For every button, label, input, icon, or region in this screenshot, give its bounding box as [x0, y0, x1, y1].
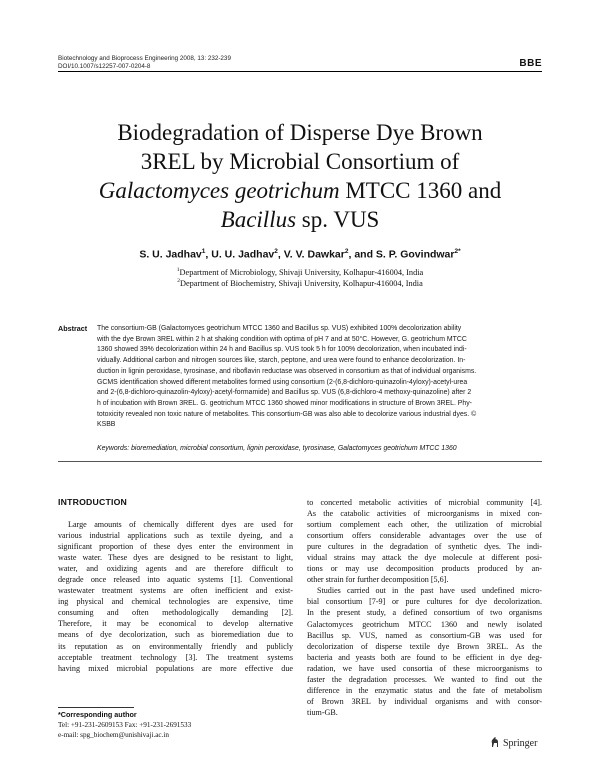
paper-title: [80, 118, 520, 234]
body-line: vidual strains may attack the dye molecule at different posi-: [307, 553, 542, 563]
affiliation-text: Department of Biochemistry, Shivaji University, Kolhapur-416004, India: [179, 278, 423, 288]
body-line: Galactomyces geotrichum MTCC 1360 and newly isolated: [307, 619, 542, 629]
body-line: having mixed microbial populations are more effective due: [58, 663, 293, 673]
author-name: S. U. Jadhav: [139, 248, 202, 261]
abstract-rule: [58, 461, 542, 462]
body-line: ing physical and chemical technologies are expensive, time: [58, 597, 293, 607]
author-name: U. U. Jadhav: [211, 248, 275, 261]
body-line: means of dye decolorization, such as bioremediation due to: [58, 630, 293, 640]
affiliation-mark: 2: [177, 278, 180, 284]
journal-reference: Biotechnology and Bioprocess Engineering 2008, 13: 232-239: [58, 55, 231, 62]
doi: DOI/10.1007/s12257-007-0204-8: [58, 63, 151, 70]
abstract-line: and 2-(6,8-dichloro-quinazolin-4yloxy)-acetyl-formamide) and Bacillus sp. VUS (6,8-dichloro-4 methoxy-quinazoline) after 2: [97, 389, 472, 397]
body-line: In the present study, a defined consortium of two organisms: [307, 608, 542, 618]
contact-email: e-mail: spg_biochem@unishivaji.ac.in: [58, 731, 170, 739]
abstract-line: KSBB: [97, 421, 116, 429]
body-line: decolorization of disperse textile dye Brown 3REL. As the: [307, 641, 542, 651]
affiliation-1: [60, 267, 540, 277]
abstract-label: Abstract: [58, 324, 88, 333]
abstract-line: 1360 showed 39% decolorization within 24 h and Bacillus sp. VUS took 5 h for 100% decolorization, when incubated indi-: [97, 346, 467, 354]
abstract-line: totoxicity revealed non toxic nature of metabolites. This consortium-GB was also able to decolorize various industrial dyes. ©: [97, 410, 477, 418]
title-line-4-rest: sp. VUS: [296, 207, 380, 232]
body-line: water, and oxidizing agents and are therefore difficult to: [58, 564, 293, 574]
body-line: acceptable treatment technology [3]. The treatment systems: [58, 652, 293, 662]
title-line-1: Biodegradation of Disperse Dye Brown: [117, 120, 483, 145]
abstract-line: The consortium-GB (Galactomyces geotrichum MTCC 1360 and Bacillus sp. VUS) exhibited 100% decolorization ability: [97, 325, 462, 332]
title-species-name: Galactomyces geotrichum: [98, 178, 340, 203]
title-line-3: [80, 176, 520, 205]
author-list: [60, 248, 540, 261]
body-line: tium-GB.: [307, 707, 338, 717]
body-line: bial consortium [7-9] or pure cultures for dye decolorization.: [307, 597, 542, 607]
abstract-line: h of incubation with Brown 3REL. G. geotrichum MTCC 1360 showed minor modifications in structure of Brown 3REL. Phy-: [97, 399, 472, 407]
body-line: radation, we have used consortia of these microorganisms to: [307, 663, 542, 673]
abstract-body: [97, 324, 543, 431]
author-name: S. P. Govindwar: [375, 248, 455, 261]
author-affiliation-mark: 2: [274, 248, 278, 255]
body-line: to concerted metabolic activities of microbial community [4].: [307, 498, 542, 507]
author-separator: ,: [277, 248, 284, 261]
affiliation-mark: 1: [176, 267, 180, 273]
abstract-line: duction in lignin peroxidase, tyrosinase, and riboflavin reductase was observed in consortium as that of individual organisms.: [97, 367, 477, 375]
body-line: various industrial applications such as textile dyeing, and a: [58, 531, 293, 541]
body-line: bacteria and yeasts both are found to be efficient in dye deg-: [307, 652, 542, 662]
author-affiliation-mark: 2: [344, 248, 349, 255]
body-line: other strain for further decomposition [5,6].: [307, 575, 449, 585]
right-column: [307, 497, 542, 718]
left-column: [58, 519, 293, 674]
body-line: its reputation as on environmentally friendly and publicly: [58, 641, 293, 651]
body-line: pure cultures in the degradation of synthetic dyes. The indi-: [307, 542, 542, 552]
footnote-rule: [58, 707, 134, 708]
springer-horse-icon: [490, 736, 500, 751]
contact-phone-fax: Tel: +91-231-2609153 Fax: +91-231-2691533: [58, 721, 192, 729]
body-line: tions or may use decomposition products produced by an-: [307, 564, 542, 574]
section-heading-introduction: INTRODUCTION: [58, 497, 127, 507]
body-line: Bacillus sp. VUS, named as consortium-GB was used for: [307, 630, 542, 640]
body-line: difference in the enzymatic status and the fate of metabolism: [307, 685, 542, 695]
body-line: consuming and often methodologically demanding [2].: [58, 608, 293, 618]
author-affiliation-mark: 1: [201, 248, 206, 255]
body-line: As the catabolic activities of microorganisms in mixed con-: [307, 509, 542, 519]
affiliation-2: [60, 278, 540, 288]
title-genus-name: Bacillus: [220, 207, 297, 232]
body-line: consortium offers considerable advantages over the use of: [307, 531, 542, 541]
title-line-4: [80, 205, 520, 234]
title-line-3-rest: MTCC 1360 and: [339, 178, 502, 203]
body-line: Therefore, it may be economical to develop alternative: [58, 619, 293, 629]
author-separator: , and: [348, 248, 376, 261]
abstract-line: with the dye Brown 3REL within 2 h at shaking condition with optima of pH 7 and at 50°C. However, G. geotrichum MTCC: [97, 335, 467, 343]
header-rule: [58, 71, 542, 72]
affiliation-text: Department of Microbiology, Shivaji University, Kolhapur-416004, India: [179, 267, 424, 277]
body-line: significant proportion of these dyes enter the environment in: [58, 542, 293, 552]
author-separator: ,: [205, 248, 212, 261]
body-line: waste water. These dyes are designed to be resistant to light,: [58, 553, 293, 563]
body-line: of Brown 3REL by individual organisms and with consor-: [307, 696, 542, 706]
author-affiliation-mark: 2*: [454, 248, 461, 255]
body-line: sortium complement each other, the utilization of microbial: [307, 520, 542, 530]
body-line: degrade once released into aquatic systems [1]. Conventional: [58, 575, 293, 585]
corresponding-author-label: *Corresponding author: [58, 710, 137, 719]
journal-logo: BBE: [519, 58, 542, 69]
body-line: faster the degradation processes. We wanted to find out the: [307, 674, 542, 684]
body-line: Large amounts of chemically different dyes are used for: [68, 520, 293, 529]
abstract-line: GCMS identification showed different metabolites formed using consortium (2-(6,8-dichloro-quinazolin-4yloxy)-acetyl-urea: [97, 378, 468, 386]
body-line: wastewater treatment systems are often inefficient and exist-: [58, 586, 293, 596]
keywords: Keywords: bioremediation, microbial consortium, lignin peroxidase, tyrosinase, Galactomyces geotrichum MTCC 1360: [97, 445, 457, 452]
title-line-2: 3REL by Microbial Consortium of: [140, 149, 460, 174]
body-line: Studies carried out in the past have used undefined micro-: [317, 586, 542, 596]
author-name: V. V. Dawkar: [283, 248, 345, 261]
publisher-logo: [490, 736, 537, 751]
abstract-line: vidually. Additional carbon and nitrogen sources like, starch, peptone, and urea were found to enhance decolorization. In-: [97, 357, 466, 365]
publisher-name: Springer: [503, 738, 538, 749]
